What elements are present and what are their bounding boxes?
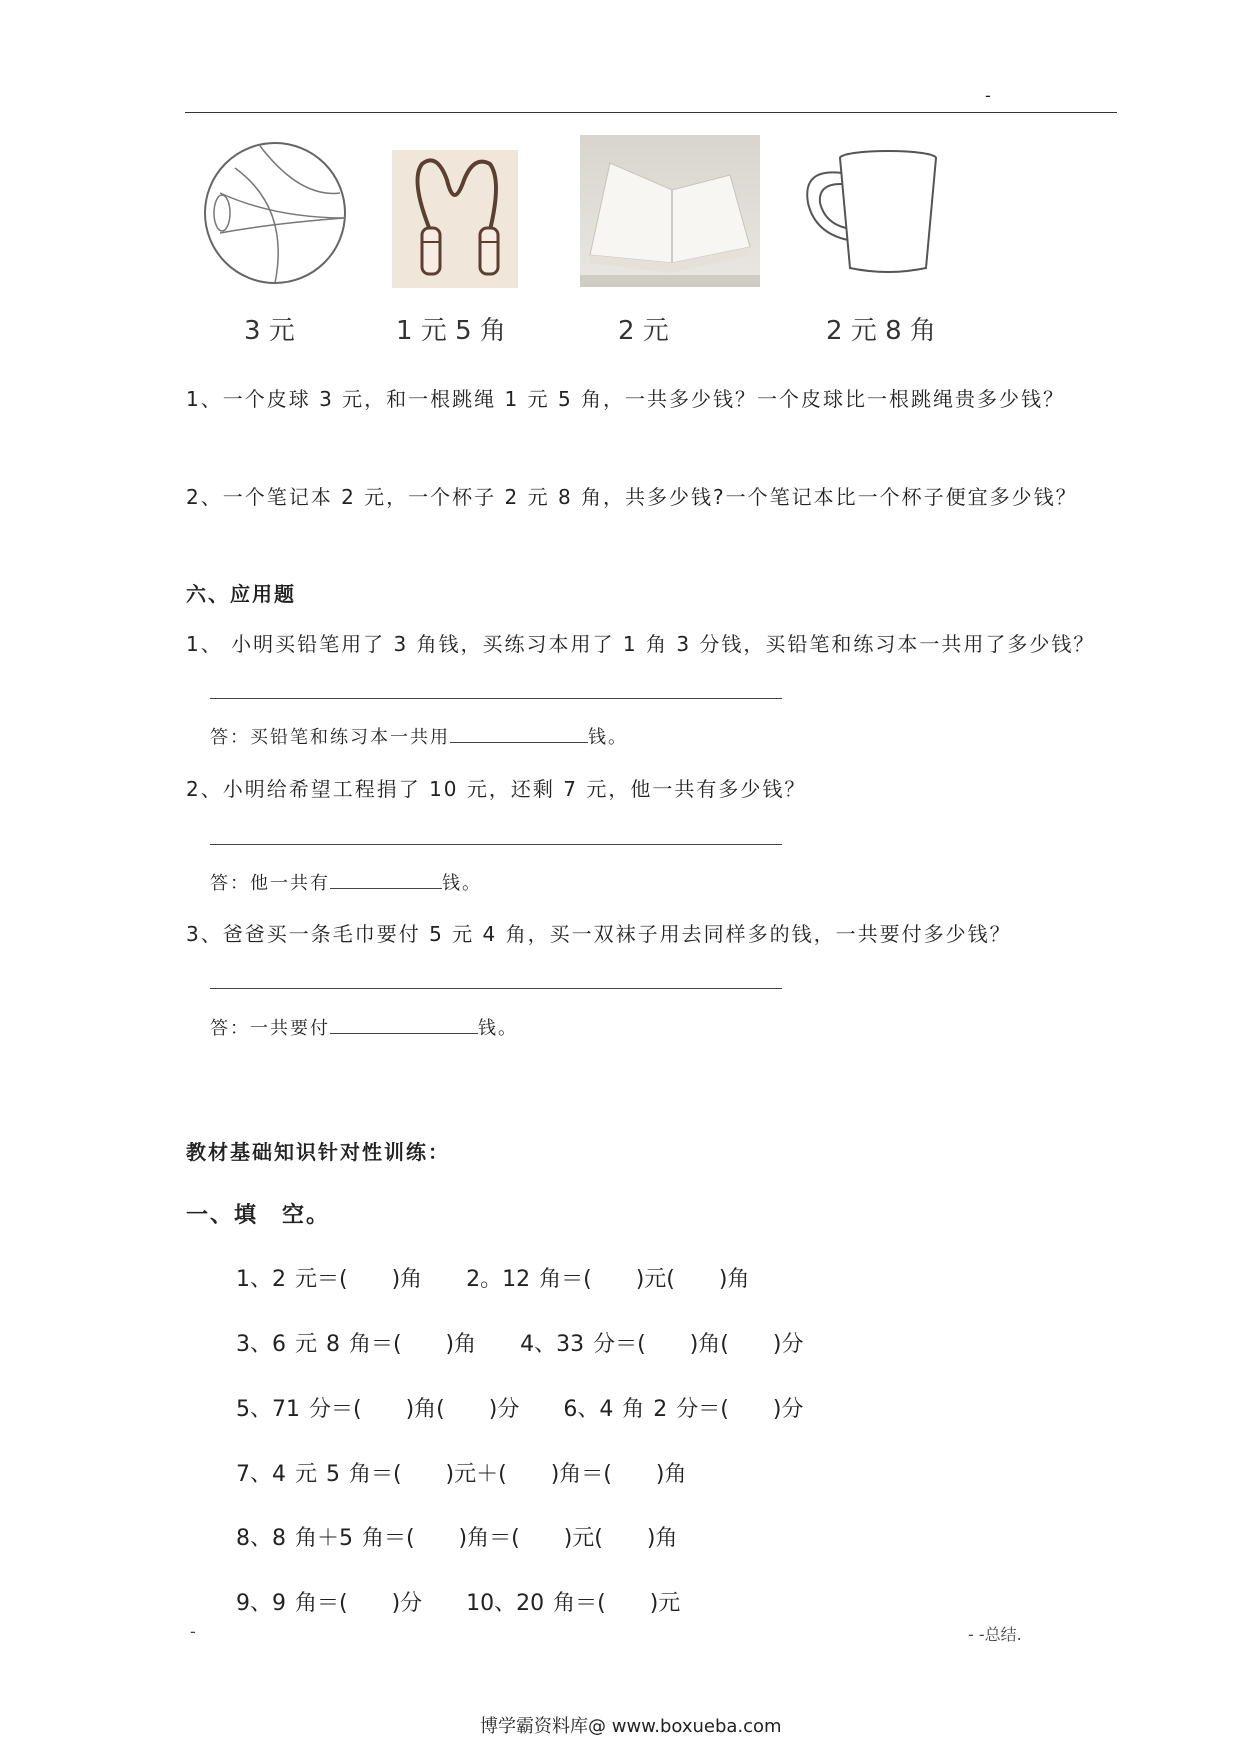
price-notebook: 2 元 [618,316,669,346]
section-6-title: 六、应用题 [186,582,296,606]
answer-1-blank[interactable] [450,724,588,743]
fill-blank-title: 一、填 空。 [186,1203,331,1228]
answer-2-suffix: 钱。 [442,873,482,894]
cup-image [800,148,940,278]
training-title: 教材基础知识针对性训练： [186,1140,450,1164]
price-jump-rope: 1 元 5 角 [396,316,506,346]
fill-line-4: 7、4 元 5 角＝( )元＋( )角＝( )角 [236,1462,687,1487]
app-question-2: 2、小明给希望工程捐了 10 元，还剩 7 元，他一共有多少钱？ [186,777,807,801]
app-question-3: 3、爸爸买一条毛巾要付 5 元 4 角，买一双袜子用去同样多的钱，一共要付多少钱？ [186,922,1012,946]
answer-1-prefix: 答：买铅笔和练习本一共用 [210,727,450,748]
answer-2 [210,869,482,895]
answer-1-suffix: 钱。 [588,727,628,748]
fill-line-1: 1、2 元＝( )角 2。12 角＝( )元( )角 [236,1267,750,1292]
watermark: 博学霸资料库@ www.boxueba.com [480,1716,782,1737]
ball-image [200,138,350,288]
question-2: 2、一个笔记本 2 元，一个杯子 2 元 8 角，共多少钱?一个笔记本比一个杯子便宜多少钱？ [186,485,1078,509]
answer-2-prefix: 答：他一共有 [210,873,330,894]
price-cup: 2 元 8 角 [826,316,936,346]
fill-line-6: 9、9 角＝( )分 10、20 角＝( )元 [236,1591,681,1616]
answer-line-1 [210,698,782,699]
answer-3 [210,1014,518,1040]
answer-3-suffix: 钱。 [478,1018,518,1039]
notebook-image [580,135,760,287]
app-question-1: 1、 小明买铅笔用了 3 角钱，买练习本用了 1 角 3 分钱，买铅笔和练习本一共用了多少钱？ [186,632,1096,656]
answer-1 [210,723,628,749]
header-dash: - [985,86,991,105]
price-ball: 3 元 [244,316,295,346]
header-rule [185,112,1117,113]
answer-3-prefix: 答：一共要付 [210,1018,330,1039]
fill-line-5: 8、8 角＋5 角＝( )角＝( )元( )角 [236,1526,678,1551]
footer-right: - -总结. [968,1625,1022,1644]
footer-left: - [190,1622,196,1641]
answer-line-3 [210,988,782,989]
answer-line-2 [210,844,782,845]
question-1: 1、一个皮球 3 元，和一根跳绳 1 元 5 角，一共多少钱？一个皮球比一根跳绳贵多少钱？ [186,387,1066,411]
answer-3-blank[interactable] [330,1015,478,1034]
fill-line-3: 5、71 分＝( )角( )分 6、4 角 2 分＝( )分 [236,1397,804,1422]
fill-line-2: 3、6 元 8 角＝( )角 4、33 分＝( )角( )分 [236,1332,804,1357]
answer-2-blank[interactable] [330,870,442,889]
jump-rope-image [392,150,518,288]
